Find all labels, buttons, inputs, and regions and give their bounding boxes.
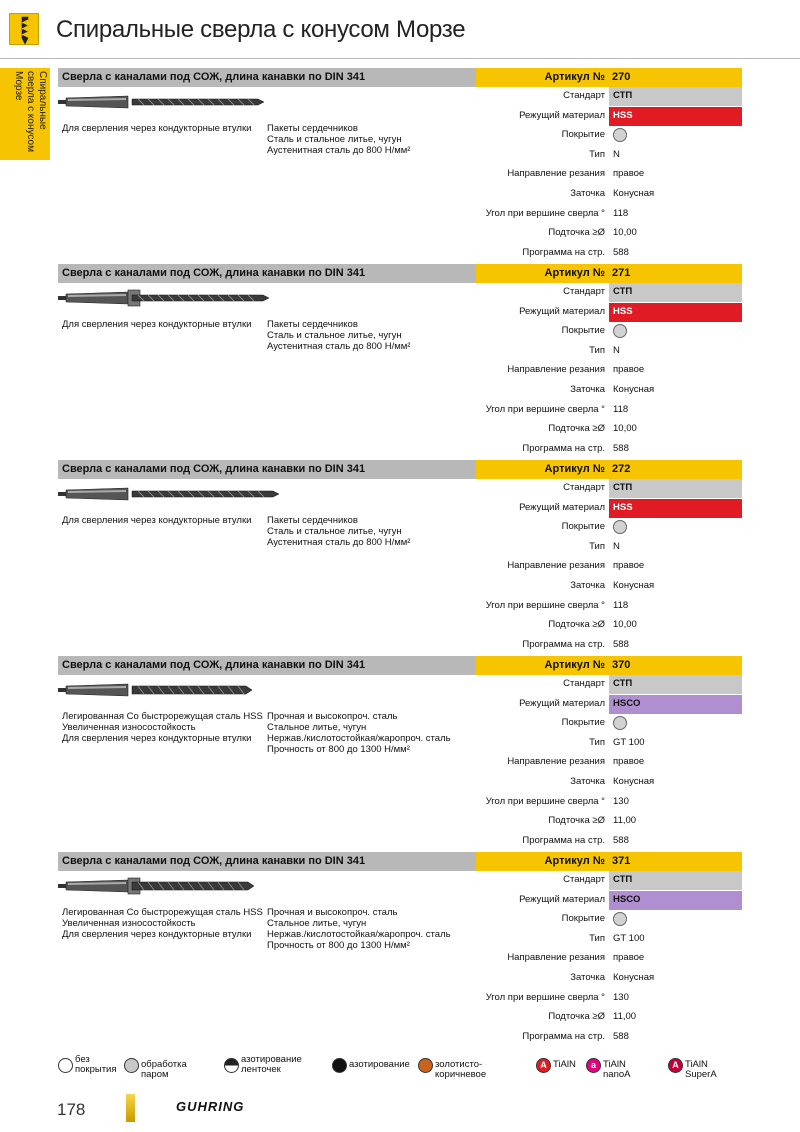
spec-label: Направление резания: [507, 168, 605, 180]
spec-label: Заточка: [570, 384, 605, 395]
legend-label: [553, 1060, 576, 1070]
uncoated-icon: [613, 912, 627, 926]
section-title: Сверла с каналами под СОЖ, длина канавки по DIN 341: [58, 656, 476, 675]
legend-label: [603, 1060, 630, 1080]
spec-row-coating: [476, 126, 742, 145]
article-label: Артикул №: [544, 659, 605, 671]
legend-label-line: TiAlN: [553, 1059, 576, 1070]
spec-label: Заточка: [570, 580, 605, 591]
article-number[interactable]: 271: [612, 267, 631, 279]
legend-label: [141, 1060, 187, 1080]
application-text: [62, 123, 267, 134]
legend-letter: A: [672, 1060, 679, 1070]
spec-row-pilot: [476, 616, 742, 635]
application-line: Легированная Co быстрорежущая сталь HSS: [62, 907, 263, 918]
spec-value: [609, 714, 742, 733]
section-side-tab-label: Спиральные сверла с конусом Морзе: [13, 71, 48, 152]
spec-value: 588: [613, 246, 629, 258]
application-text: [62, 711, 267, 744]
spec-value: 10,00: [613, 423, 637, 435]
suitability-line: Сталь и стальное литье, чугун: [267, 330, 402, 341]
spec-value: правое: [613, 756, 645, 768]
suitability-line: Прочная и высокопроч. сталь: [267, 907, 398, 918]
page-number: 178: [57, 1100, 86, 1119]
spec-row-coating: [476, 322, 742, 341]
spec-row-program: [476, 832, 742, 851]
material-suitability-text: [267, 123, 467, 156]
footer-accent-bar: [126, 1094, 135, 1122]
steam-treated-icon: [124, 1058, 139, 1073]
spec-value: 118: [613, 599, 629, 611]
spec-value: 118: [613, 207, 629, 219]
spec-row-program: [476, 244, 742, 263]
spec-label: Режущий материал: [519, 501, 605, 513]
spec-label: Программа на стр.: [522, 442, 605, 454]
application-text: [62, 907, 267, 940]
spec-label: Программа на стр.: [522, 638, 605, 650]
spec-row-material: [476, 303, 742, 322]
spec-row-material: [476, 107, 742, 126]
spec-label: Покрытие: [561, 129, 605, 141]
product-section: [58, 852, 742, 1048]
spec-row-type: [476, 538, 742, 557]
uncoated-icon: [613, 128, 627, 142]
spec-label: Заточка: [570, 776, 605, 787]
material-suitability-text: [267, 711, 467, 755]
spec-label: Покрытие: [561, 913, 605, 925]
drill-image: [58, 482, 258, 506]
spec-row-direction: [476, 753, 742, 772]
spec-row-angle: [476, 793, 742, 812]
legend-label: [241, 1055, 302, 1075]
spec-value: правое: [613, 952, 645, 964]
spec-label: Программа на стр.: [522, 834, 605, 846]
suitability-line: Пакеты сердечников: [267, 123, 358, 134]
spec-label: Направление резания: [507, 560, 605, 572]
spec-value: GT 100: [613, 932, 645, 944]
application-line: Для сверления через кондукторные втулки: [62, 929, 252, 940]
product-section: [58, 460, 742, 656]
spec-value: 588: [613, 442, 629, 454]
product-section: [58, 656, 742, 852]
spec-value: N: [613, 540, 620, 552]
material-suitability-text: [267, 515, 467, 548]
article-number[interactable]: 371: [612, 855, 631, 867]
spec-label: Заточка: [570, 188, 605, 199]
spec-row-sharpening: [476, 969, 742, 988]
section-title: Сверла с каналами под СОЖ, длина канавки по DIN 341: [58, 68, 476, 87]
article-label: Артикул №: [544, 267, 605, 279]
material-suitability-text: [267, 907, 467, 951]
spec-value: HSS: [609, 107, 742, 126]
spec-row-type: [476, 734, 742, 753]
spec-row-program: [476, 636, 742, 655]
coating-legend: [58, 1055, 748, 1079]
spec-label: Стандарт: [563, 90, 605, 101]
spec-label: Заточка: [570, 972, 605, 983]
application-line: Увеличенная износостойкость: [62, 722, 196, 733]
legend-letter: a: [590, 1060, 596, 1070]
header-divider: [0, 58, 800, 59]
spec-value: 118: [613, 403, 629, 415]
legend-label-line: TiAlN SuperA: [685, 1059, 717, 1080]
spec-label: Подточка ≥Ø: [548, 619, 605, 631]
spec-label: Угол при вершине сверла °: [485, 207, 605, 219]
application-text: [62, 319, 267, 330]
spec-label: Тип: [589, 344, 605, 356]
spec-label: Стандарт: [563, 482, 605, 493]
spec-row-type: [476, 342, 742, 361]
product-section: [58, 68, 742, 264]
spec-row-pilot: [476, 1008, 742, 1027]
spec-value: 130: [613, 795, 629, 807]
spec-row-type: [476, 930, 742, 949]
article-number[interactable]: 270: [612, 71, 631, 83]
spec-row-standard: [476, 87, 742, 106]
spec-row-program: [476, 1028, 742, 1047]
page-footer: [0, 1090, 800, 1132]
spec-row-angle: [476, 597, 742, 616]
article-header: [476, 68, 742, 87]
spec-row-direction: [476, 949, 742, 968]
tialn-nanoa-icon: [586, 1058, 601, 1073]
legend-label-line: покрытия: [75, 1064, 117, 1075]
application-text: [62, 515, 267, 526]
application-line: Легированная Co быстрорежущая сталь HSS: [62, 711, 263, 722]
spec-row-pilot: [476, 812, 742, 831]
spec-label: Угол при вершине сверла °: [485, 795, 605, 807]
article-number[interactable]: 272: [612, 463, 631, 475]
suitability-line: Пакеты сердечников: [267, 319, 358, 330]
spec-label: Направление резания: [507, 952, 605, 964]
material-suitability-text: [267, 319, 467, 352]
legend-label-line: азотирование: [241, 1054, 302, 1065]
suitability-line: Аустенитная сталь до 800 Н/мм²: [267, 145, 411, 156]
spec-row-standard: [476, 675, 742, 694]
spec-row-coating: [476, 910, 742, 929]
drill-image: [58, 874, 258, 898]
application-line: Для сверления через кондукторные втулки: [62, 733, 252, 744]
tialn-supera-icon: [668, 1058, 683, 1073]
spec-label: Стандарт: [563, 678, 605, 689]
suitability-line: Прочность от 800 до 1300 Н/мм²: [267, 744, 410, 755]
spec-label: Подточка ≥Ø: [548, 815, 605, 827]
legend-label: [349, 1060, 410, 1070]
spec-label: Угол при вершине сверла °: [485, 599, 605, 611]
uncoated-icon: [613, 520, 627, 534]
spec-label: Режущий материал: [519, 109, 605, 121]
article-header: [476, 656, 742, 675]
spec-label: Тип: [589, 736, 605, 748]
spec-row-material: [476, 499, 742, 518]
spec-label: Покрытие: [561, 521, 605, 533]
legend-label-line: ленточек: [241, 1064, 281, 1075]
section-title: Сверла с каналами под СОЖ, длина канавки по DIN 341: [58, 264, 476, 283]
spec-row-sharpening: [476, 381, 742, 400]
spec-value: Конусная: [613, 972, 655, 983]
spec-label: Угол при вершине сверла °: [485, 403, 605, 415]
spec-row-material: [476, 695, 742, 714]
spec-label: Тип: [589, 932, 605, 944]
application-line: Для сверления через кондукторные втулки: [62, 319, 252, 330]
article-header: [476, 264, 742, 283]
uncoated-icon: [613, 716, 627, 730]
spec-value: Конусная: [613, 384, 655, 395]
legend-label: [75, 1055, 117, 1075]
spec-label: Программа на стр.: [522, 246, 605, 258]
spec-value: 130: [613, 991, 629, 1003]
spec-label: Стандарт: [563, 874, 605, 885]
spec-value: 588: [613, 834, 629, 846]
spec-label: Направление резания: [507, 364, 605, 376]
spec-value: правое: [613, 168, 645, 180]
drill-image: [58, 90, 258, 114]
spec-value: [609, 910, 742, 929]
spec-row-angle: [476, 205, 742, 224]
spec-label: Режущий материал: [519, 893, 605, 905]
legend-label-line: золотисто-коричневое: [435, 1059, 487, 1080]
spec-row-coating: [476, 518, 742, 537]
spec-row-type: [476, 146, 742, 165]
section-title: Сверла с каналами под СОЖ, длина канавки по DIN 341: [58, 460, 476, 479]
spec-value: 10,00: [613, 619, 637, 631]
spec-row-angle: [476, 401, 742, 420]
spec-label: Покрытие: [561, 325, 605, 337]
spec-value: [609, 518, 742, 537]
spec-label: Режущий материал: [519, 697, 605, 709]
spec-row-coating: [476, 714, 742, 733]
spec-value: правое: [613, 560, 645, 572]
brand-logo: GUHRING: [176, 1099, 245, 1114]
article-label: Артикул №: [544, 71, 605, 83]
spec-label: Режущий материал: [519, 305, 605, 317]
spec-row-standard: [476, 479, 742, 498]
section-title: Сверла с каналами под СОЖ, длина канавки по DIN 341: [58, 852, 476, 871]
spec-row-program: [476, 440, 742, 459]
page-header: [0, 0, 800, 62]
spec-row-material: [476, 891, 742, 910]
spec-row-direction: [476, 557, 742, 576]
article-header: [476, 852, 742, 871]
spec-value: 11,00: [613, 1011, 637, 1023]
spec-row-direction: [476, 165, 742, 184]
legend-label-line: без: [75, 1054, 90, 1065]
application-line: Для сверления через кондукторные втулки: [62, 515, 252, 526]
spec-value: СТП: [609, 87, 742, 106]
spec-value: СТП: [609, 479, 742, 498]
spec-value: HSS: [609, 303, 742, 322]
spec-label: Подточка ≥Ø: [548, 227, 605, 239]
spec-value: Конусная: [613, 188, 655, 199]
spec-value: [609, 126, 742, 145]
spec-row-sharpening: [476, 773, 742, 792]
article-number[interactable]: 370: [612, 659, 631, 671]
spec-row-pilot: [476, 224, 742, 243]
suitability-line: Аустенитная сталь до 800 Н/мм²: [267, 341, 411, 352]
spec-label: Стандарт: [563, 286, 605, 297]
product-section: [58, 264, 742, 460]
spec-row-pilot: [476, 420, 742, 439]
spec-row-sharpening: [476, 185, 742, 204]
article-label: Артикул №: [544, 855, 605, 867]
spec-label: Программа на стр.: [522, 1030, 605, 1042]
spec-label: Угол при вершине сверла °: [485, 991, 605, 1003]
spec-value: СТП: [609, 675, 742, 694]
suitability-line: Нержав./кислотостойкая/жаропроч. сталь: [267, 929, 451, 940]
spec-row-standard: [476, 871, 742, 890]
spec-value: 588: [613, 1030, 629, 1042]
spec-value: N: [613, 344, 620, 356]
article-header: [476, 460, 742, 479]
spec-label: Тип: [589, 540, 605, 552]
suitability-line: Прочная и высокопроч. сталь: [267, 711, 398, 722]
spec-label: Покрытие: [561, 717, 605, 729]
drill-image: [58, 286, 258, 310]
suitability-line: Аустенитная сталь до 800 Н/мм²: [267, 537, 411, 548]
spec-value: HSS: [609, 499, 742, 518]
suitability-line: Нержав./кислотостойкая/жаропроч. сталь: [267, 733, 451, 744]
application-line: Увеличенная износостойкость: [62, 918, 196, 929]
spec-value: Конусная: [613, 580, 655, 591]
spec-row-direction: [476, 361, 742, 380]
uncoated-icon: [58, 1058, 73, 1073]
spec-label: Подточка ≥Ø: [548, 423, 605, 435]
article-label: Артикул №: [544, 463, 605, 475]
spec-label: Тип: [589, 148, 605, 160]
spec-label: Направление резания: [507, 756, 605, 768]
spec-value: правое: [613, 364, 645, 376]
nitrided-land-icon: [224, 1058, 239, 1073]
spec-label: Подточка ≥Ø: [548, 1011, 605, 1023]
legend-label: [435, 1060, 486, 1080]
drill-image: [58, 678, 258, 702]
spec-row-angle: [476, 989, 742, 1008]
legend-letter: A: [540, 1060, 547, 1070]
legend-label-line: TiAlN nanoA: [603, 1059, 631, 1080]
spec-value: [609, 322, 742, 341]
spec-value: GT 100: [613, 736, 645, 748]
drill-bit-icon: [9, 13, 39, 45]
uncoated-icon: [613, 324, 627, 338]
application-line: Для сверления через кондукторные втулки: [62, 123, 252, 134]
legend-label-line: азотирование: [349, 1059, 410, 1070]
suitability-line: Прочность от 800 до 1300 Н/мм²: [267, 940, 410, 951]
spec-value: HSCO: [609, 695, 742, 714]
legend-label: [685, 1060, 717, 1080]
spec-row-sharpening: [476, 577, 742, 596]
spec-value: 10,00: [613, 227, 637, 239]
spec-value: 588: [613, 638, 629, 650]
spec-value: Конусная: [613, 776, 655, 787]
suitability-line: Стальное литье, чугун: [267, 918, 367, 929]
tialn-icon: [536, 1058, 551, 1073]
spec-value: N: [613, 148, 620, 160]
page-title: Спиральные сверла с конусом Морзе: [56, 16, 466, 43]
gold-brown-icon: [418, 1058, 433, 1073]
suitability-line: Сталь и стальное литье, чугун: [267, 526, 402, 537]
suitability-line: Стальное литье, чугун: [267, 722, 367, 733]
nitrided-icon: [332, 1058, 347, 1073]
suitability-line: Сталь и стальное литье, чугун: [267, 134, 402, 145]
spec-row-standard: [476, 283, 742, 302]
spec-value: 11,00: [613, 815, 637, 827]
spec-value: СТП: [609, 871, 742, 890]
spec-value: СТП: [609, 283, 742, 302]
suitability-line: Пакеты сердечников: [267, 515, 358, 526]
legend-label-line: обработка паром: [141, 1059, 187, 1080]
spec-value: HSCO: [609, 891, 742, 910]
